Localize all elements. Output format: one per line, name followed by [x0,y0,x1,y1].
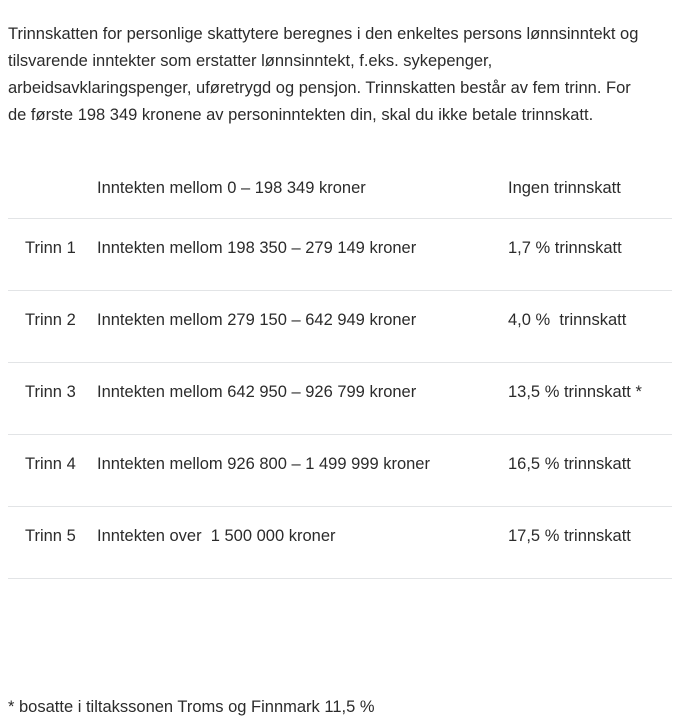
rate-label: 1,7 % trinnskatt [508,239,622,257]
range-label: Inntekten mellom 279 150 – 642 949 kroner [97,311,417,329]
table-row [8,165,672,219]
step-cell [8,363,97,435]
rate-label: 13,5 % trinnskatt * [508,383,642,401]
rate-label: 17,5 % trinnskatt [508,527,631,545]
step-cell [8,435,97,507]
rate-label: 16,5 % trinnskatt [508,455,631,473]
step-label: Trinn 5 [25,527,76,545]
range-label: Inntekten mellom 642 950 – 926 799 kroner [97,383,417,401]
table-row [8,219,672,291]
range-label: Inntekten over 1 500 000 kroner [97,527,336,545]
table-row [8,507,672,579]
range-cell [97,291,508,363]
intro-paragraph: Trinnskatten for personlige skattytere beregnes i den enkeltes persons lønnsinntekt og tilsvarende inntekter som erstatter lønnsinntekt, f.eks. sykepenger, arbeidsavklaringspenger, uføretrygd og pensjon. Trinnskatten består av fem trinn. For de første 198 349 kronene av personinntekten din, skal du ikke betale trinnskatt. [8,24,644,124]
range-cell [97,363,508,435]
trinnskatt-table [8,165,672,579]
range-cell [97,507,508,579]
rate-label: 4,0 % trinnskatt [508,311,627,329]
step-label: Trinn 4 [25,455,76,473]
rate-cell [508,507,672,579]
range-cell [97,219,508,291]
step-label: Trinn 2 [25,311,76,329]
step-cell [8,507,97,579]
table-row [8,435,672,507]
rate-cell [508,291,672,363]
range-label: Inntekten mellom 926 800 – 1 499 999 kroner [97,455,430,473]
footnote-text: * bosatte i tiltakssonen Troms og Finnmark 11,5 % [8,697,375,716]
step-cell [8,165,97,219]
rate-cell [508,363,672,435]
rate-cell [508,219,672,291]
step-label: Trinn 3 [25,383,76,401]
table-row [8,363,672,435]
range-cell [97,165,508,219]
step-cell [8,219,97,291]
step-label: Trinn 1 [25,239,76,257]
step-cell [8,291,97,363]
rate-cell [508,165,672,219]
range-label: Inntekten mellom 198 350 – 279 149 kroner [97,239,417,257]
rate-label: Ingen trinnskatt [508,179,621,197]
range-cell [97,435,508,507]
range-label: Inntekten mellom 0 – 198 349 kroner [97,179,366,197]
rate-cell [508,435,672,507]
table-row [8,291,672,363]
